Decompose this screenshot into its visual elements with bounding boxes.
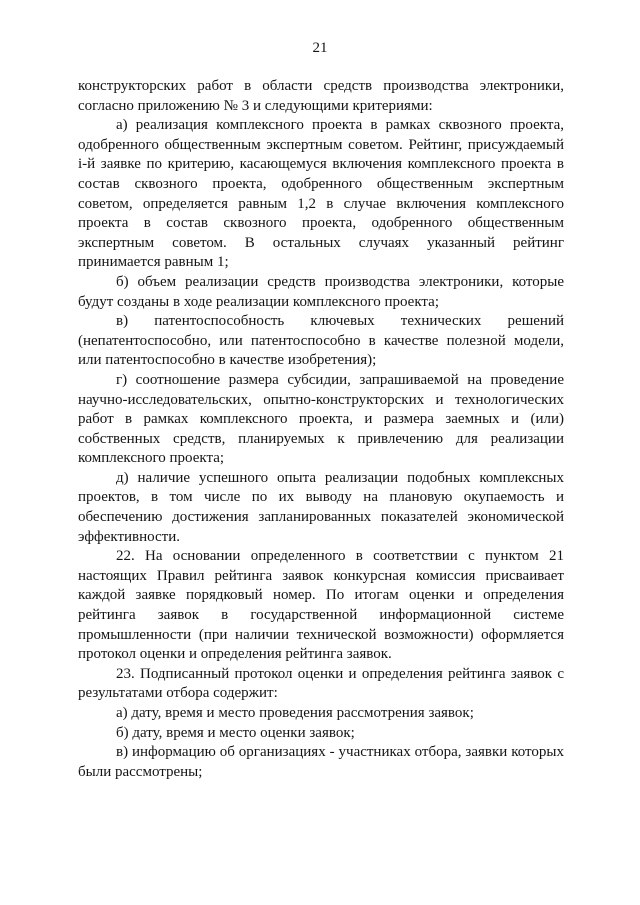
- criterion-v: в) патентоспособность ключевых технических решений (непатентоспособно, или патентоспособно в качестве полезной модели, или патентоспособно в качестве изобретения);: [78, 313, 564, 369]
- clause-22: 22. На основании определенного в соответствии с пунктом 21 настоящих Правил рейтинга заявок конкурсная комиссия присваивает каждой заявке порядковый номер. По итогам оценки и определения рейтинга заявок в государственной информационной системе промышленности (при наличии технической возможности) оформляется протокол оценки и определения рейтинга заявок.: [78, 548, 564, 663]
- paragraph-continuation: конструкторских работ в области средств производства электроники, согласно приложению № 3 и следующими критериями:: [78, 78, 564, 114]
- document-body: [78, 77, 564, 782]
- criterion-a: а) реализация комплексного проекта в рамках сквозного проекта, одобренного общественным экспертным советом. Рейтинг, присуждаемый i-й заявке по критерию, касающемуся включения комплексного проекта в состав сквозного проекта, одобренного общественным экспертным советом, определяется равным 1,2 в случае включения комплексного проекта в состав сквозного проекта, одобренного общественным экспертным советом. В остальных случаях указанный рейтинг принимается равным 1;: [78, 117, 564, 271]
- clause-23-item-b: б) дату, время и место оценки заявок;: [116, 724, 355, 741]
- clause-23: 23. Подписанный протокол оценки и определения рейтинга заявок с результатами отбора содержит:: [78, 665, 564, 702]
- criterion-b: б) объем реализации средств производства электроники, которые будут созданы в ходе реализации комплексного проекта;: [78, 273, 564, 310]
- criterion-d: д) наличие успешного опыта реализации подобных комплексных проектов, в том числе по их выводу на плановую окупаемость и обеспечению достижения запланированных показателей экономической эффективности.: [78, 469, 564, 545]
- page-number: 21: [312, 40, 328, 56]
- clause-23-item-v: в) информацию об организациях - участниках отбора, заявки которых были рассмотрены;: [78, 744, 564, 780]
- clause-23-item-a: а) дату, время и место проведения рассмотрения заявок;: [116, 705, 474, 721]
- criterion-g: г) соотношение размера субсидии, запрашиваемой на проведение научно-исследовательских, опытно-конструкторских и технологических работ в рамках комплексного проекта, и размера заемных и (или) собственных средств, планируемых к привлечению для реализации комплексного проекта;: [78, 371, 564, 467]
